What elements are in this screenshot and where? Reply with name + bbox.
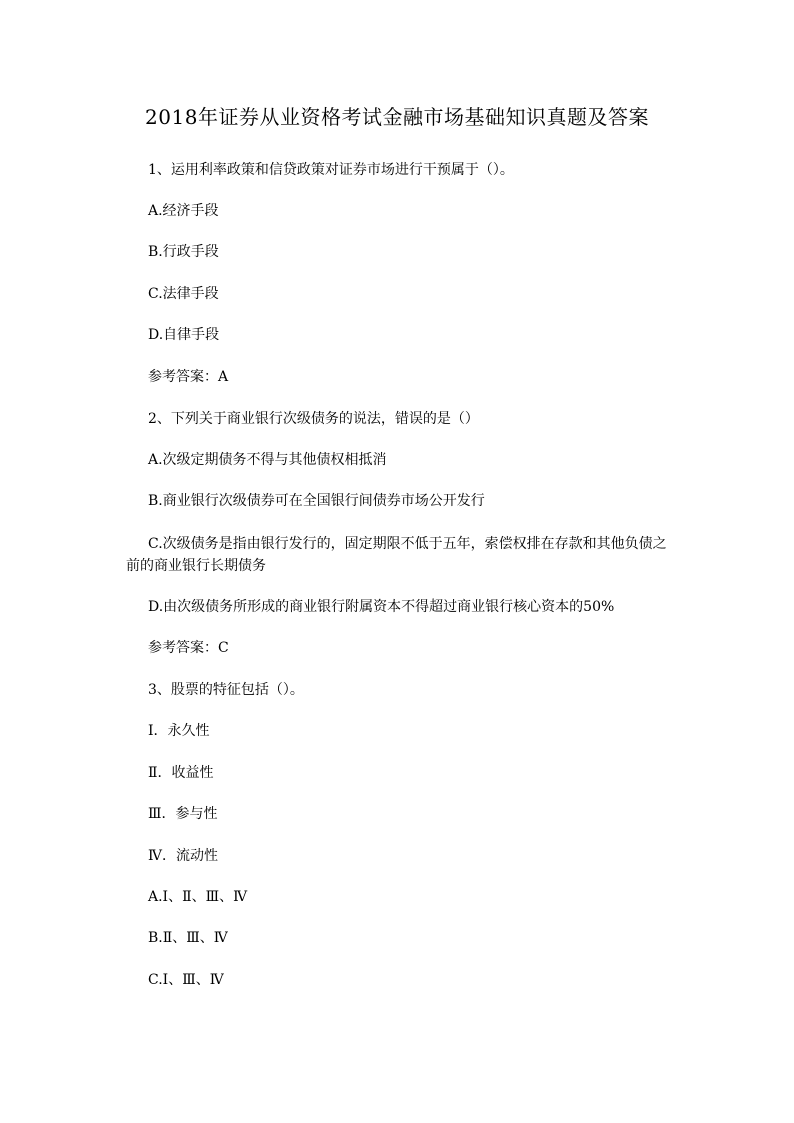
q1-stem: 1、运用利率政策和信贷政策对证券市场进行干预属于（）。 [148, 162, 514, 178]
q2-option-a: A.次级定期债务不得与其他债权相抵消 [148, 452, 387, 468]
q3-item-1: Ⅰ．永久性 [148, 723, 210, 739]
q1-option-d: D.自律手段 [148, 327, 220, 343]
q1-option-c: C.法律手段 [148, 286, 219, 302]
q1-option-b: B.行政手段 [148, 244, 219, 260]
q2-answer: 参考答案：C [148, 640, 229, 656]
q3-option-b: B.Ⅱ、Ⅲ、Ⅳ [148, 930, 228, 946]
q2-stem: 2、下列关于商业银行次级债务的说法，错误的是（） [148, 411, 479, 427]
q2-option-b: B.商业银行次级债券可在全国银行间债券市场公开发行 [148, 493, 485, 509]
q3-item-2: Ⅱ．收益性 [148, 765, 214, 781]
q2-option-d: D.由次级债务所形成的商业银行附属资本不得超过商业银行核心资本的50% [148, 599, 615, 615]
q3-option-c: C.Ⅰ、Ⅲ、Ⅳ [148, 972, 224, 988]
document-title: 2018年证券从业资格考试金融市场基础知识真题及答案 [145, 105, 649, 129]
q3-item-3: Ⅲ．参与性 [148, 806, 218, 822]
q3-option-a: A.Ⅰ、Ⅱ、Ⅲ、Ⅳ [148, 889, 248, 905]
q1-option-a: A.经济手段 [148, 203, 219, 219]
q3-stem: 3、股票的特征包括（）。 [148, 682, 304, 698]
q1-answer: 参考答案：A [148, 369, 229, 385]
q2-option-c: C.次级债务是指由银行发行的，固定期限不低于五年，索偿权排在存款和其他负债之前的商业银行长期债务 [126, 536, 667, 574]
q3-item-4: Ⅳ．流动性 [148, 848, 218, 864]
